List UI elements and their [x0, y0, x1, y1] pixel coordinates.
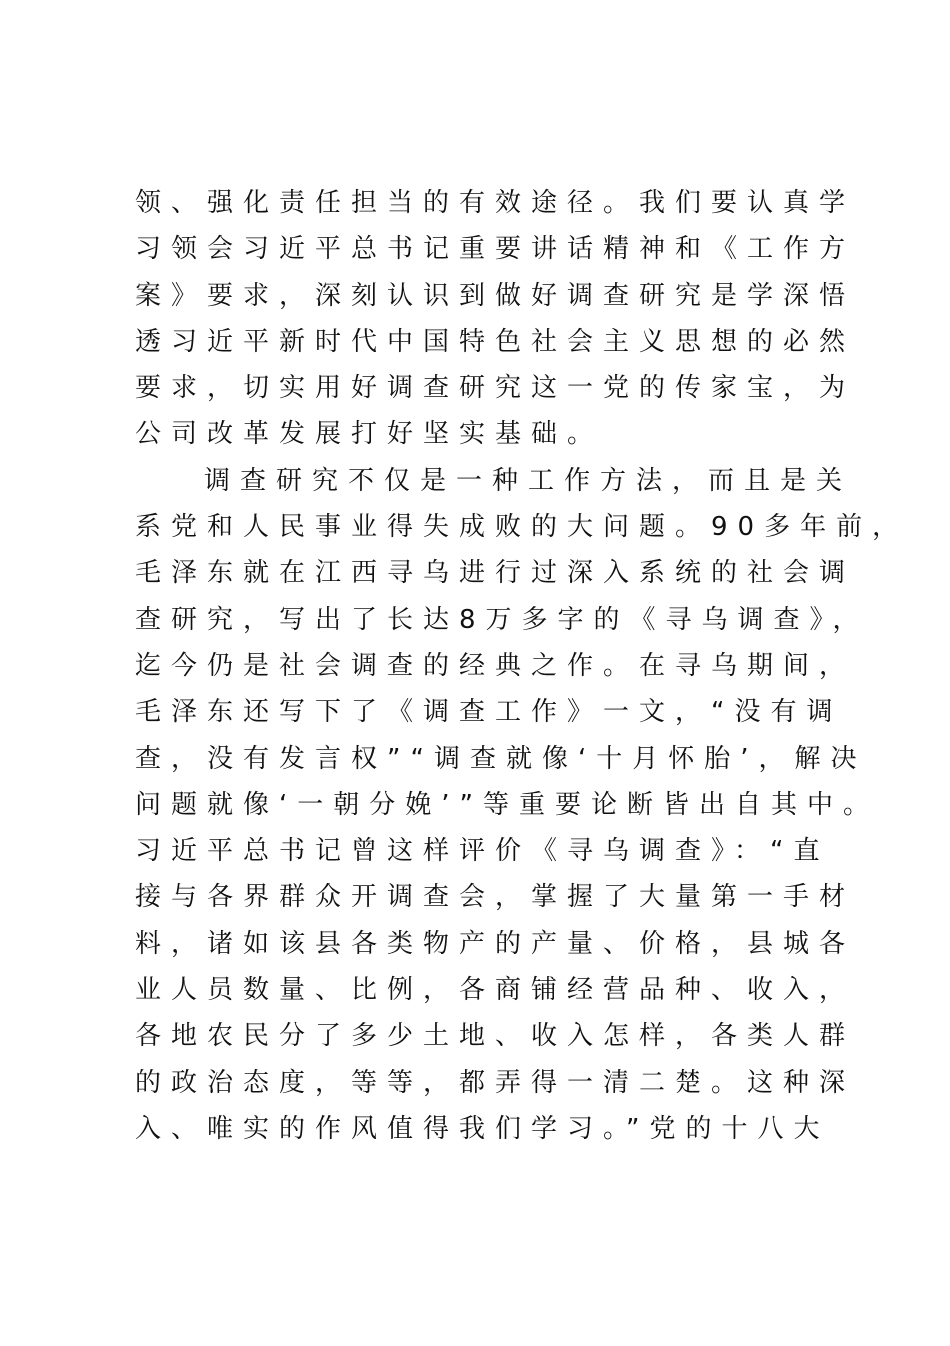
text-line: 查，没有发言权”“调查就像‘十月怀胎’，解决 — [135, 743, 867, 774]
text-line: 问题就像‘一朝分娩’”等重要论断皆出自其中。 — [135, 789, 879, 820]
body-text — [135, 180, 909, 1152]
paragraph-first-line: 调查研究不仅是一种工作方法，而且是关 — [204, 465, 853, 496]
text-line: 迄今仍是社会调查的经典之作。在寻乌期间， — [135, 650, 856, 681]
text-line: 透习近平新时代中国特色社会主义思想的必然 — [135, 326, 856, 357]
text-line: 入、唯实的作风值得我们学习。”党的十八大 — [135, 1113, 830, 1144]
text-line: 习领会习近平总书记重要讲话精神和《工作方 — [135, 234, 856, 265]
text-line: 系党和人民事业得失成败的大问题。90多年前， — [135, 512, 909, 543]
text-line: 毛泽东还写下了《调查工作》一文，“没有调 — [135, 697, 843, 728]
text-line: 毛泽东就在江西寻乌进行过深入系统的社会调 — [135, 558, 856, 589]
text-line: 的政治态度，等等，都弄得一清二楚。这种深 — [135, 1067, 856, 1098]
text-line: 业人员数量、比例，各商铺经营品种、收入， — [135, 975, 856, 1006]
text-line: 接与各界群众开调查会，掌握了大量第一手材 — [135, 882, 856, 913]
text-line: 查研究，写出了长达8万多字的《寻乌调查》， — [135, 604, 869, 635]
text-line: 各地农民分了多少土地、收入怎样，各类人群 — [135, 1021, 856, 1052]
text-line: 要求，切实用好调查研究这一党的传家宝，为 — [135, 373, 856, 404]
text-line: 料，诸如该县各类物产的产量、价格，县城各 — [135, 928, 856, 959]
text-line: 领、强化责任担当的有效途径。我们要认真学 — [135, 188, 856, 218]
text-line: 习近平总书记曾这样评价《寻乌调查》：“直 — [135, 836, 830, 867]
text-line: 案》要求，深刻认识到做好调查研究是学深悟 — [135, 280, 856, 311]
text-line: 公司改革发展打好坚实基础。 — [135, 419, 604, 450]
